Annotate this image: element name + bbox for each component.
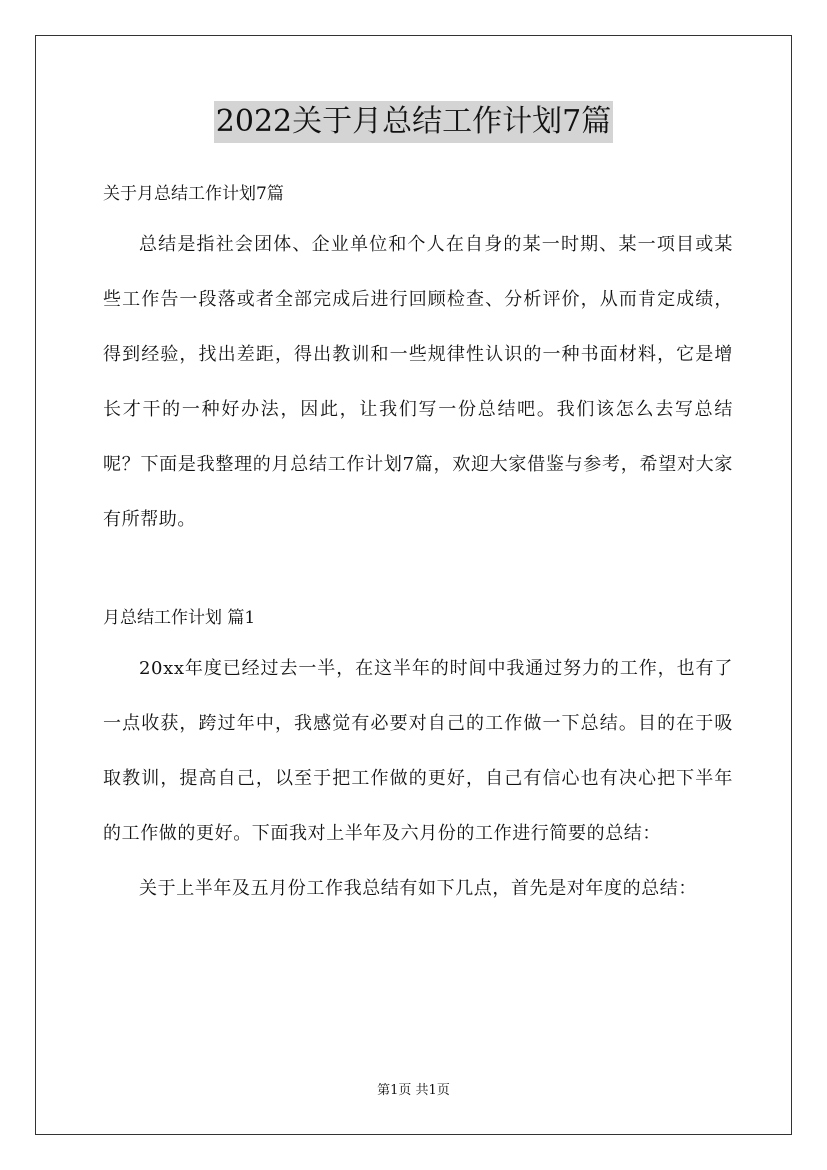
document-title: 2022关于月总结工作计划7篇: [214, 101, 613, 143]
section-paragraph-2: 关于上半年及五月份工作我总结有如下几点，首先是对年度的总结：: [139, 878, 697, 899]
section-heading: 月总结工作计划 篇1: [103, 608, 256, 628]
document-body: [103, 175, 733, 916]
page-footer: 第1页 共1页: [377, 1083, 450, 1098]
title-container: [0, 101, 827, 143]
intro-paragraph: 总结是指社会团体、企业单位和个人在自身的某一时期、某一项目或某些工作告一段落或者全部完成后进行回顾检查、分析评价，从而肯定成绩，得到经验，找出差距，得出教训和一些规律性认识的一种书面材料，它是增长才干的一种好办法，因此，让我们写一份总结吧。我们该怎么去写总结呢？下面是我整理的月总结工作计划7篇，欢迎大家借鉴与参考，希望对大家有所帮助。: [103, 234, 733, 530]
document-subtitle: 关于月总结工作计划7篇: [103, 184, 284, 204]
paragraph-spacer: [103, 547, 733, 599]
section-paragraph-1: 20xx年度已经过去一半，在这半年的时间中我通过努力的工作，也有了一点收获，跨过年中，我感觉有必要对自己的工作做一下总结。目的在于吸取教训，提高自己，以至于把工作做的更好，自己有信心也有决心把下半年的工作做的更好。下面我对上半年及六月份的工作进行简要的总结：: [103, 658, 733, 844]
